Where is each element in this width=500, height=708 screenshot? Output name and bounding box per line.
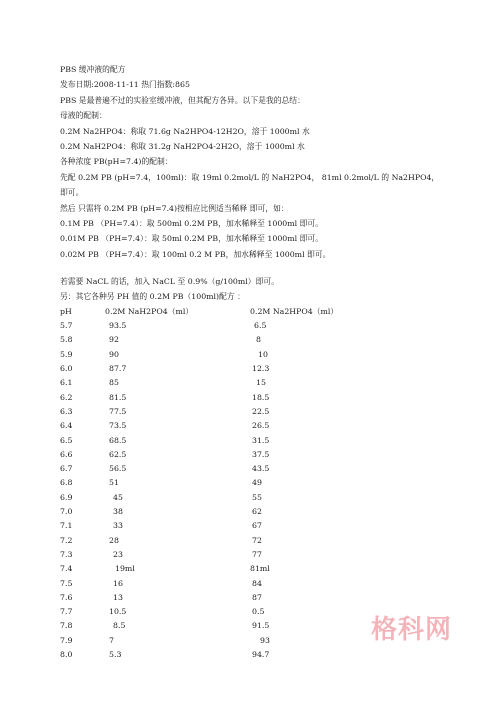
prep-step-1: 先配 0.2M PB (pH=7.4，100ml)：取 19ml 0.2mol/L 的 NaH2PO4， 81ml 0.2mol/L 的 Na2HPO4， [60, 172, 440, 182]
doc-title: PBS 缓冲液的配方 [60, 65, 126, 74]
table-row [60, 534, 480, 548]
table-row [60, 648, 480, 662]
cell-na2hpo4: 15 [256, 378, 266, 388]
publish-meta: 发布日期:2008-11-11 热门指数:865 [60, 80, 190, 90]
concentration-header: 各种浓度 PB(pH=7.4)的配制： [60, 157, 173, 167]
table-row [60, 519, 480, 533]
cell-na2hpo4: 31.5 [252, 435, 270, 445]
cell-ph: 7.5 [60, 578, 73, 588]
cell-nah2po4: 23 [113, 549, 123, 559]
cell-na2hpo4: 8 [256, 335, 261, 345]
cell-ph: 6.2 [60, 392, 73, 402]
cell-na2hpo4: 55 [252, 492, 262, 502]
cell-nah2po4: 5.3 [109, 649, 122, 659]
cell-ph: 5.9 [60, 349, 73, 359]
cell-na2hpo4: 37.5 [252, 449, 270, 459]
dilution-3: 0.02M PB （PH=7.4）：取 100ml 0.2 M PB，加水稀释至 1000ml 即可。 [60, 249, 331, 259]
table-header-row [60, 305, 480, 319]
cell-na2hpo4: 0.5 [252, 607, 265, 617]
table-row [60, 562, 480, 576]
cell-ph: 8.0 [60, 649, 73, 659]
cell-ph: 6.1 [60, 378, 73, 388]
table-row [60, 376, 480, 390]
mother-liquor-header: 母液的配制： [60, 111, 107, 121]
cell-nah2po4: 33 [113, 521, 123, 531]
table-row [60, 333, 480, 347]
cell-nah2po4: 28 [109, 535, 119, 545]
prep-step-2: 然后 只需将 0.2M PB (pH=7.4)按相应比例适当稀释 即可，如： [60, 203, 289, 213]
cell-na2hpo4: 94.7 [252, 649, 270, 659]
cell-ph: 6.9 [60, 492, 73, 502]
cell-na2hpo4: 93 [260, 635, 270, 645]
table-row [60, 548, 480, 562]
cell-ph: 5.8 [60, 335, 73, 345]
cell-na2hpo4: 10 [258, 349, 268, 359]
cell-nah2po4: 38 [113, 507, 123, 517]
cell-ph: 7.8 [60, 621, 73, 631]
table-row [60, 405, 480, 419]
cell-ph: 6.8 [60, 478, 73, 488]
cell-na2hpo4: 62 [252, 507, 262, 517]
cell-nah2po4: 56.5 [109, 464, 127, 474]
dilution-1: 0.1M PB （PH=7.4）：取 500ml 0.2M PB，加水稀释至 1000ml 即可。 [60, 218, 324, 228]
cell-ph: 6.7 [60, 464, 73, 474]
table-row [60, 419, 480, 433]
cell-ph: 7.6 [60, 592, 73, 602]
cell-nah2po4: 13 [113, 592, 123, 602]
cell-ph: 6.4 [60, 421, 73, 431]
table-row [60, 391, 480, 405]
nacl-note: 若需要 NaCL 的话，加入 NaCL 至 0.9%（g/100ml）即可。 [60, 277, 279, 287]
cell-na2hpo4: 72 [252, 535, 262, 545]
table-row [60, 476, 480, 490]
cell-ph: 5.7 [60, 321, 73, 331]
cell-nah2po4: 68.5 [109, 435, 127, 445]
cell-ph: 6.0 [60, 364, 73, 374]
table-row [60, 462, 480, 476]
cell-nah2po4: 92 [109, 335, 119, 345]
cell-ph: 6.6 [60, 449, 73, 459]
header-ph: pH [60, 306, 72, 316]
cell-na2hpo4: 91.5 [252, 621, 270, 631]
cell-ph: 7.0 [60, 507, 73, 517]
cell-nah2po4: 85 [109, 378, 119, 388]
cell-na2hpo4: 77 [252, 549, 262, 559]
cell-ph: 7.3 [60, 549, 73, 559]
table-row [60, 505, 480, 519]
dilution-2: 0.01M PB （PH=7.4）：取 50ml 0.2M PB，加水稀释至 1000ml 即可。 [60, 234, 324, 244]
mother-liquor-1: 0.2M Na2HPO4：称取 71.6g Na2HPO4-12H2O，溶于 1000ml 水 [60, 126, 310, 136]
cell-ph: 6.3 [60, 406, 73, 416]
cell-na2hpo4: 81ml [250, 564, 270, 574]
cell-nah2po4: 51 [109, 478, 119, 488]
table-row [60, 591, 480, 605]
cell-ph: 7.7 [60, 607, 73, 617]
mother-liquor-2: 0.2M NaH2PO4：称取 31.2g NaH2PO4-2H2O，溶于 1000ml 水 [60, 141, 305, 151]
cell-nah2po4: 62.5 [109, 449, 127, 459]
cell-ph: 6.5 [60, 435, 73, 445]
intro-text: PBS 是最普遍不过的实验室缓冲液，但其配方各异。以下是我的总结： [60, 95, 305, 105]
header-na2hpo4: 0.2M Na2HPO4（ml） [250, 306, 339, 316]
cell-nah2po4: 19ml [115, 564, 135, 574]
cell-na2hpo4: 84 [252, 578, 262, 588]
watermark-logo: 格科网 [370, 615, 452, 645]
cell-na2hpo4: 67 [252, 521, 262, 531]
table-row [60, 434, 480, 448]
table-row [60, 577, 480, 591]
cell-nah2po4: 16 [113, 578, 123, 588]
cell-na2hpo4: 6.5 [254, 321, 267, 331]
cell-nah2po4: 10.5 [109, 607, 127, 617]
cell-ph: 7.4 [60, 564, 73, 574]
table-row [60, 348, 480, 362]
table-row [60, 319, 480, 333]
cell-na2hpo4: 26.5 [252, 421, 270, 431]
cell-na2hpo4: 12.3 [252, 364, 270, 374]
table-row [60, 491, 480, 505]
cell-nah2po4: 77.5 [109, 406, 127, 416]
cell-na2hpo4: 49 [252, 478, 262, 488]
cell-nah2po4: 93.5 [109, 321, 127, 331]
cell-nah2po4: 45 [113, 492, 123, 502]
document-body [60, 62, 480, 662]
table-row [60, 448, 480, 462]
cell-na2hpo4: 22.5 [252, 406, 270, 416]
cell-nah2po4: 7 [109, 635, 114, 645]
cell-nah2po4: 87.7 [109, 364, 127, 374]
cell-na2hpo4: 18.5 [252, 392, 270, 402]
cell-nah2po4: 73.5 [109, 421, 127, 431]
cell-ph: 7.2 [60, 535, 73, 545]
cell-na2hpo4: 87 [252, 592, 262, 602]
cell-nah2po4: 8.5 [113, 621, 126, 631]
cell-na2hpo4: 43.5 [252, 464, 270, 474]
table-row [60, 362, 480, 376]
prep-step-1-end: 即可。 [60, 188, 84, 198]
cell-ph: 7.9 [60, 635, 73, 645]
cell-nah2po4: 81.5 [109, 392, 127, 402]
spacer [60, 262, 480, 274]
cell-nah2po4: 90 [109, 349, 119, 359]
other-ph-note: 另：其它各种另 PH 值的 0.2M PB（100ml)配方 ： [60, 292, 245, 302]
header-nah2po4: 0.2M NaH2PO4（ml） [105, 306, 194, 316]
cell-ph: 7.1 [60, 521, 73, 531]
